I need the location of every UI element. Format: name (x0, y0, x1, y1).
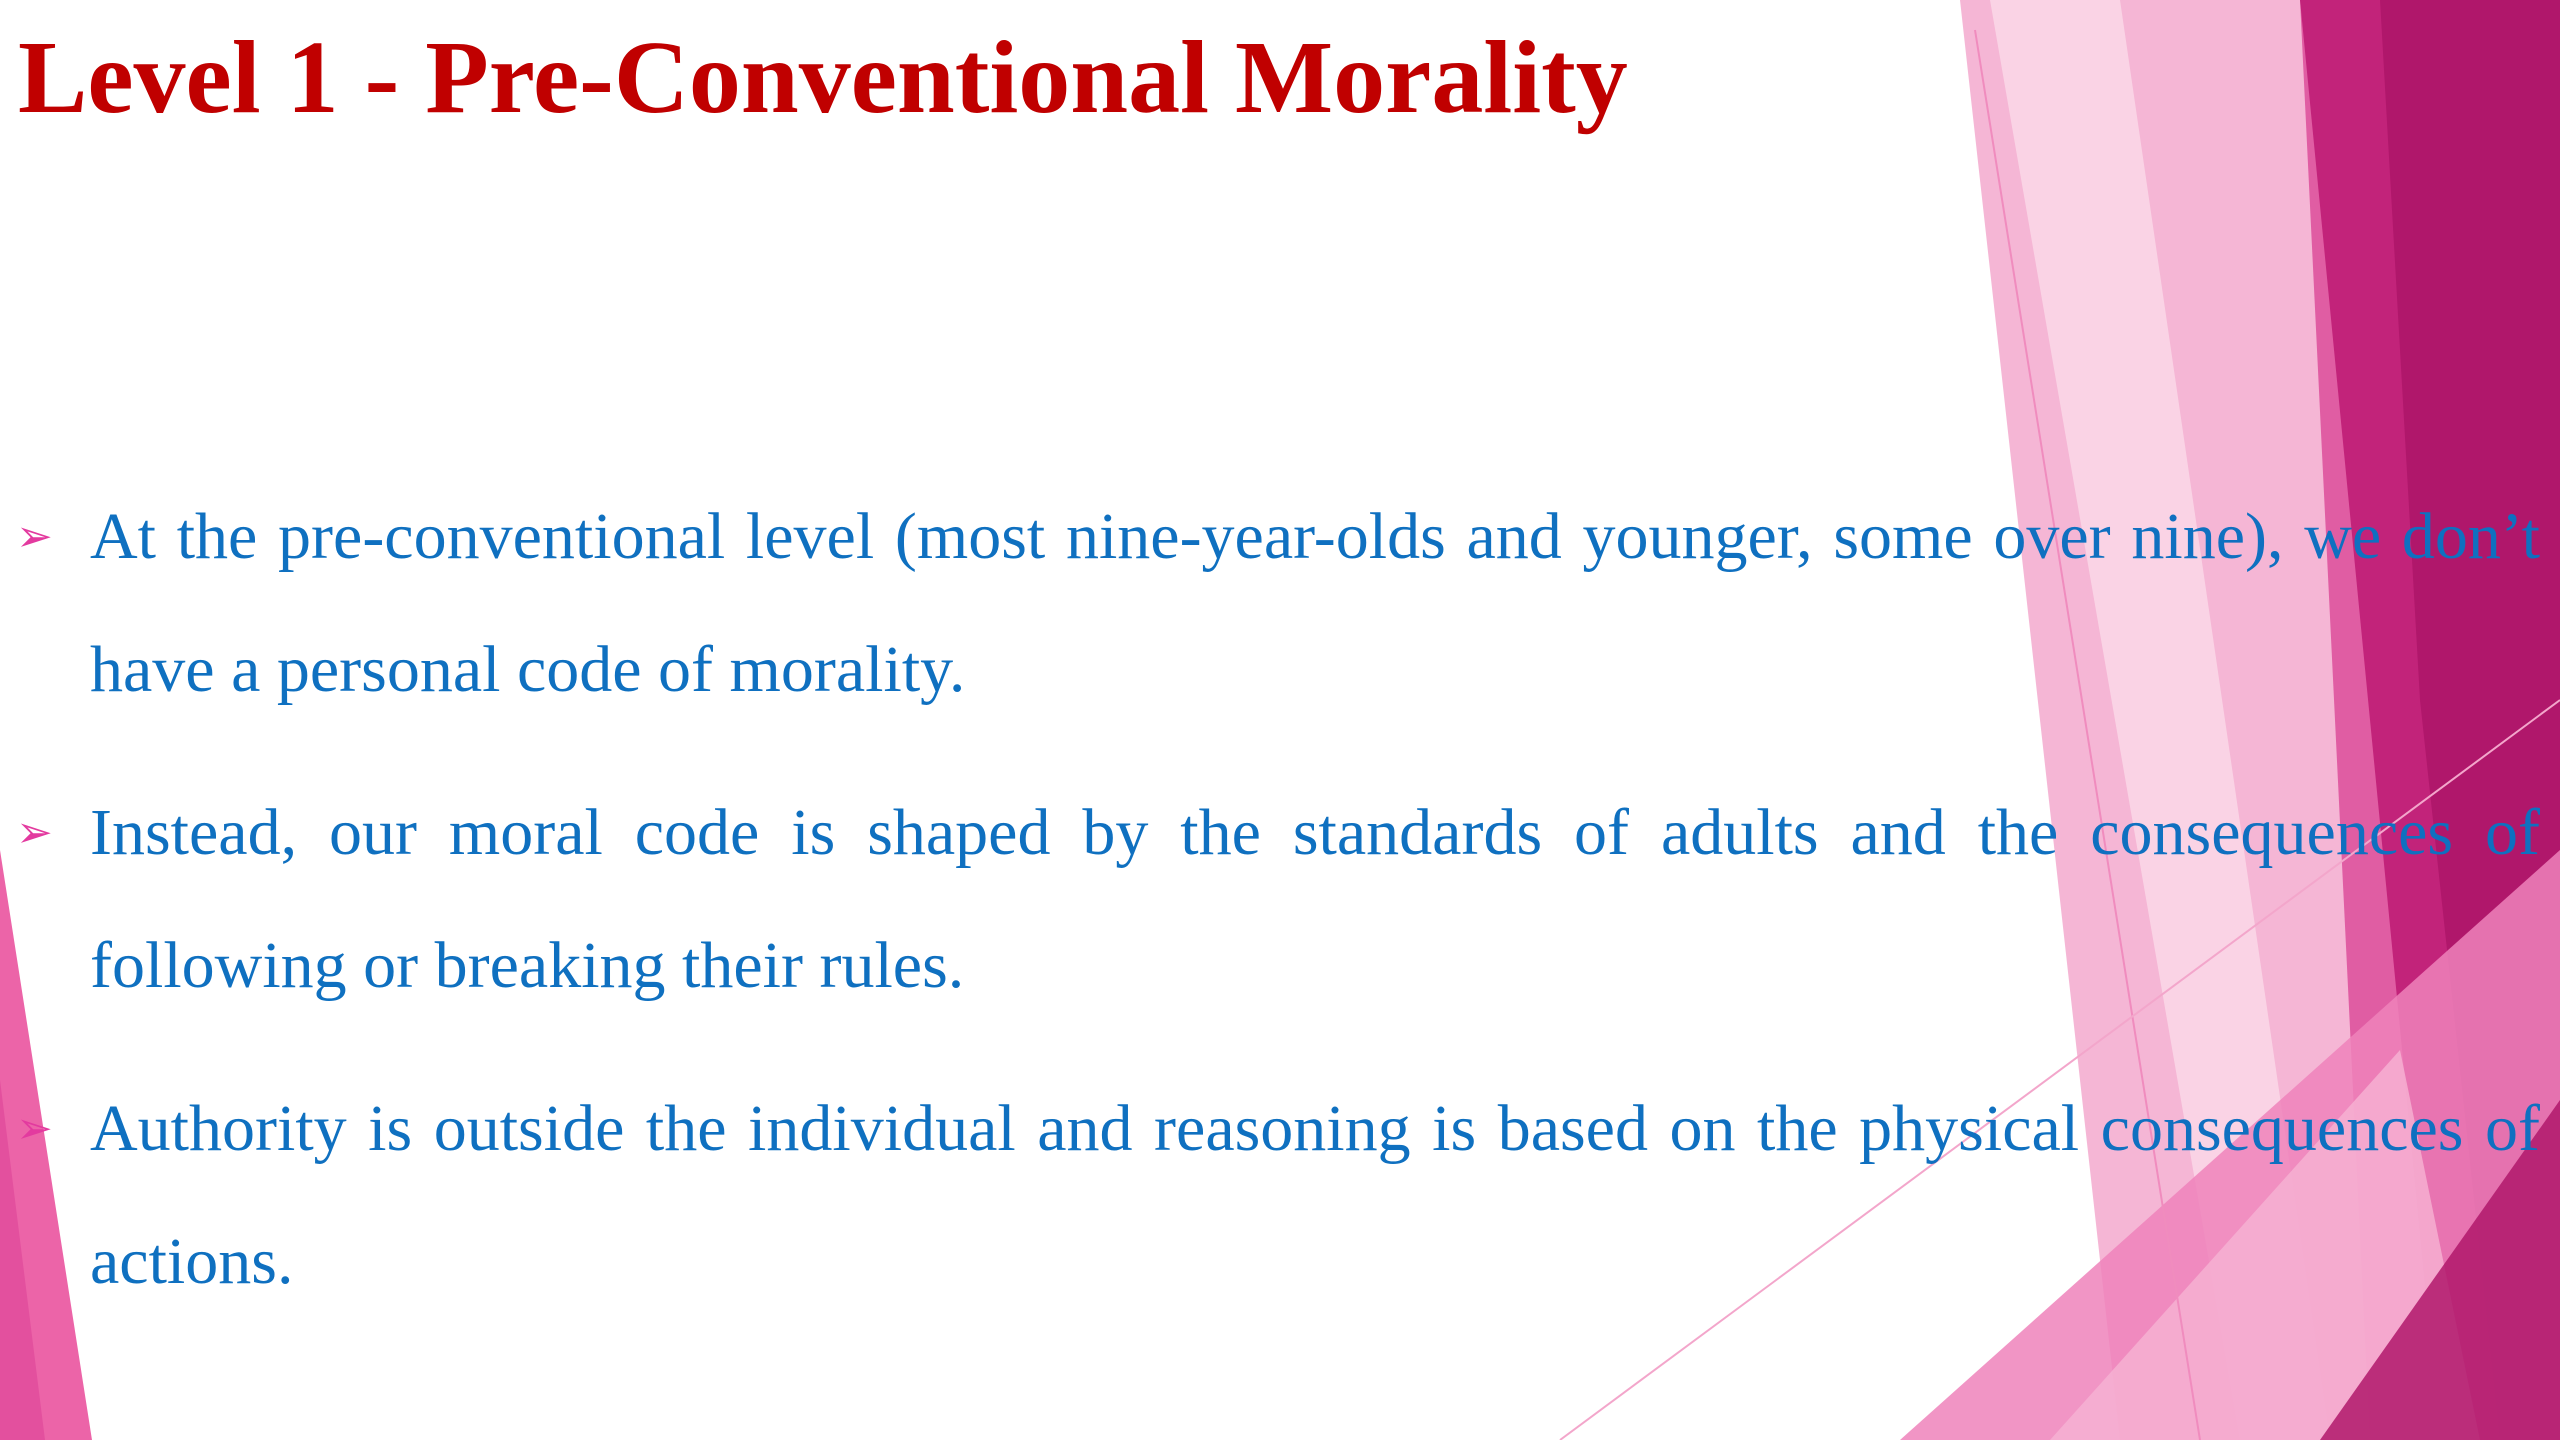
arrow-bullet-icon: ➢ (16, 512, 53, 561)
bullet-item (16, 1062, 2540, 1328)
arrow-bullet-icon: ➢ (16, 808, 53, 857)
bullet-item (16, 470, 2540, 736)
bullet-item (16, 766, 2540, 1032)
slide-title: Level 1 - Pre-Conventional Morality (18, 20, 1628, 135)
bullet-list (16, 470, 2540, 1358)
arrow-bullet-icon: ➢ (16, 1104, 53, 1153)
bullet-text: At the pre-conventional level (most nine-year-olds and younger, some over nine), we don’t have a personal code of morality. (90, 500, 2540, 706)
bullet-text: Authority is outside the individual and reasoning is based on the physical consequences of actions. (90, 1092, 2540, 1298)
bullet-text: Instead, our moral code is shaped by the standards of adults and the consequences of following or breaking their rules. (90, 796, 2540, 1002)
